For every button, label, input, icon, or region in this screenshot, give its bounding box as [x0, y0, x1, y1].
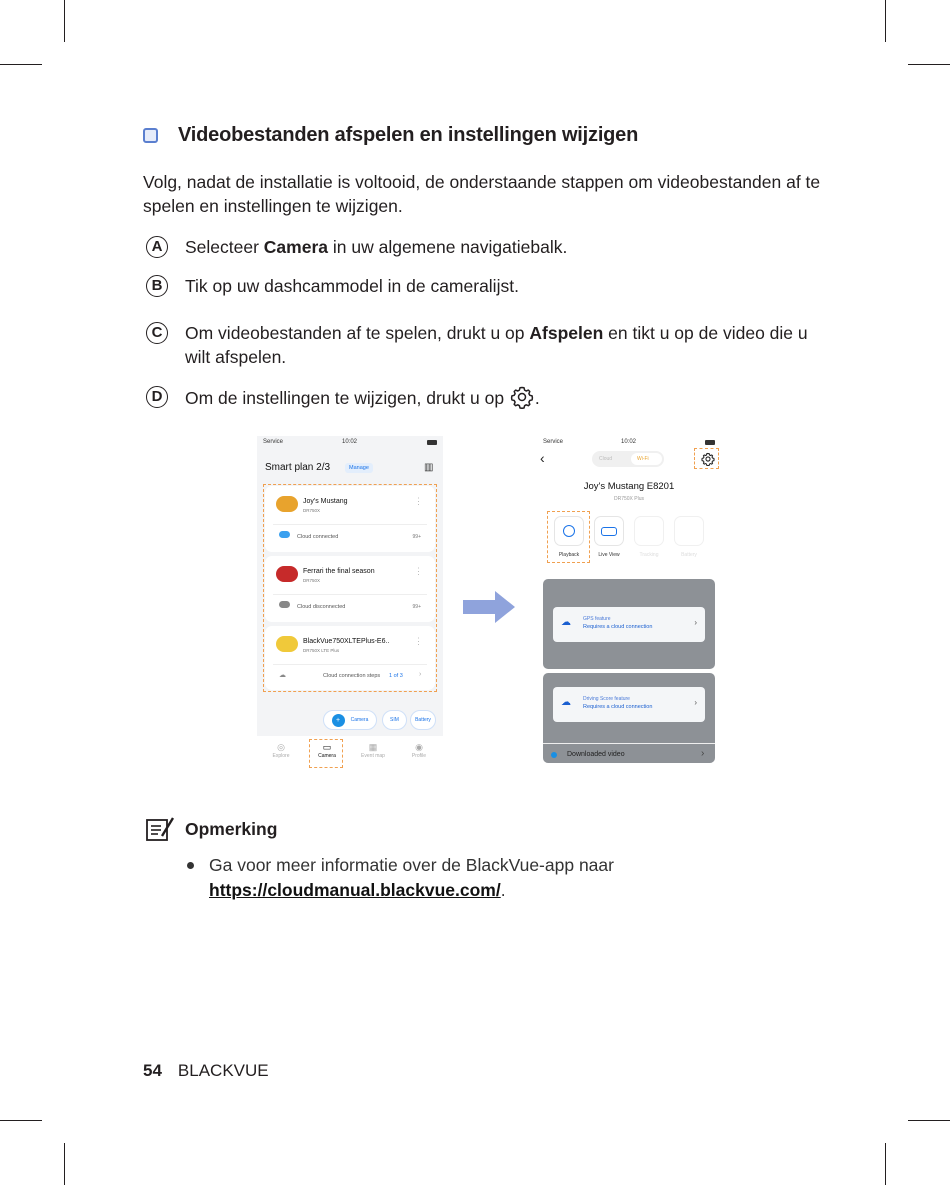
tab-label: Explore — [272, 753, 290, 759]
step-bold: Afspelen — [529, 323, 604, 343]
chevron-right-icon: › — [701, 748, 705, 759]
video-icon — [551, 752, 557, 758]
note-icon — [145, 816, 175, 842]
status-carrier: Service — [543, 439, 564, 445]
step-text: Om de instellingen te wijzigen, drukt u op — [185, 388, 509, 408]
camera-name: Joy's Mustang — [303, 498, 348, 505]
note-text: Ga voor meer informatie over de BlackVue-app naar — [209, 855, 614, 875]
step-a — [146, 235, 826, 259]
step-b — [146, 274, 826, 298]
feature-title: Driving Score feature — [583, 696, 630, 702]
note-heading — [145, 816, 277, 842]
battery-icon — [427, 440, 437, 445]
plan-title: Smart plan 2/3 — [265, 462, 331, 473]
page-number: 54 — [143, 1061, 162, 1080]
gps-feature-panel — [543, 579, 715, 669]
map-pin-icon: ▦ — [368, 742, 378, 752]
live-view-button[interactable] — [594, 516, 624, 546]
crop-mark — [64, 1143, 65, 1185]
section-title: Videobestanden afspelen en instellingen wijzigen — [178, 124, 639, 146]
section-heading — [143, 124, 843, 147]
pill-label: Camera — [350, 717, 369, 723]
camera-name: Ferrari the final season — [303, 568, 375, 575]
tab-label: Event map — [361, 753, 385, 759]
tab-explore[interactable] — [261, 742, 301, 759]
note-bullet — [187, 853, 787, 903]
profile-icon: ◉ — [415, 742, 423, 752]
page-footer — [143, 1061, 269, 1081]
tracking-label: Tracking — [639, 552, 659, 558]
cloud-off-icon: ☁ — [561, 697, 571, 708]
arrow-right-icon — [463, 591, 515, 623]
tab-label: Profile — [411, 753, 427, 759]
feature-subtitle: Requires a cloud connection — [583, 704, 653, 710]
battery-icon — [705, 440, 715, 445]
highlight-playback — [547, 511, 590, 563]
status-time: 10:02 — [342, 439, 358, 445]
highlight-settings — [694, 448, 719, 469]
device-name: Joy's Mustang E8201 — [583, 481, 675, 492]
brand-name: BLACKVUE — [177, 1061, 269, 1080]
sim-pill[interactable]: SIM — [382, 710, 407, 730]
camera-pill[interactable] — [323, 710, 377, 730]
crop-mark — [885, 1143, 886, 1185]
cloud-off-icon: ☁ — [279, 672, 286, 679]
downloaded-label: Downloaded video — [567, 751, 625, 758]
crop-mark — [64, 0, 65, 42]
chevron-right-icon: › — [694, 618, 697, 627]
device-model: DR750X Plus — [613, 496, 644, 502]
tab-label: Camera — [318, 753, 336, 759]
checkbox-icon — [143, 128, 158, 143]
crop-mark — [885, 0, 886, 42]
more-icon[interactable]: ⋮ — [414, 566, 423, 576]
steps-progress: 1 of 3 — [389, 673, 403, 679]
cloud-status: Cloud connection steps — [323, 673, 381, 679]
step-d — [146, 385, 826, 410]
playback-label: Playback — [558, 552, 580, 558]
live-view-icon — [601, 527, 617, 536]
phone-screenshot-camera-detail — [537, 436, 721, 768]
notification-count: 99+ — [412, 604, 421, 610]
cloud-status: Cloud connected — [297, 534, 339, 540]
mode-cloud[interactable]: Cloud — [599, 456, 613, 462]
step-text: Selecteer — [185, 237, 264, 257]
cloud-status: Cloud disconnected — [297, 604, 346, 610]
battery-pill[interactable]: Battery — [410, 710, 436, 730]
highlight-camera-tab — [309, 739, 343, 768]
plus-icon: + — [332, 714, 345, 727]
note-title: Opmerking — [185, 818, 278, 839]
gear-icon — [510, 385, 534, 409]
step-c — [146, 321, 826, 369]
more-icon[interactable]: ⋮ — [414, 636, 423, 646]
notification-count: 99+ — [412, 534, 421, 540]
driving-score-card[interactable] — [553, 687, 705, 722]
phone-screenshot-camera-list — [257, 436, 443, 768]
step-bold: Camera — [263, 237, 329, 257]
compass-icon: ◎ — [277, 742, 285, 752]
note-end: . — [500, 880, 506, 900]
bottom-navigation — [257, 736, 443, 768]
cloud-off-icon: ☁ — [561, 617, 571, 628]
chevron-right-icon: › — [694, 698, 697, 707]
mode-wifi[interactable]: Wi-Fi — [637, 456, 649, 462]
camera-icon: ▭ — [322, 742, 332, 752]
back-icon[interactable]: ‹ — [540, 450, 545, 466]
more-icon[interactable]: ⋮ — [414, 496, 423, 506]
battery-button[interactable] — [674, 516, 704, 546]
intro-paragraph: Volg, nadat de installatie is voltooid, de onderstaande stappen om videobestanden af te spelen en instellingen te wijzigen. — [143, 172, 821, 216]
feature-title: GPS feature — [583, 616, 611, 622]
crop-mark — [908, 1120, 950, 1121]
live-view-label: Live View — [598, 552, 620, 558]
step-text: . — [534, 388, 540, 408]
step-letter: C — [146, 322, 168, 344]
step-text: en tikt u op de video die u wilt afspelen. — [185, 323, 808, 367]
camera-model: DR750X — [303, 508, 321, 513]
step-text: Tik op uw dashcammodel in de cameralijst. — [185, 276, 519, 296]
step-letter: B — [146, 275, 168, 297]
battery-label: Battery — [681, 552, 697, 558]
tracking-button[interactable] — [634, 516, 664, 546]
crop-mark — [908, 64, 950, 65]
step-text: in uw algemene navigatiebalk. — [328, 237, 568, 257]
status-time: 10:02 — [621, 439, 637, 445]
status-carrier: Service — [263, 439, 284, 445]
manual-link[interactable]: https://cloudmanual.blackvue.com/ — [209, 880, 501, 900]
downloaded-video-row[interactable] — [543, 743, 715, 768]
camera-model: DR750X LTE Plus — [303, 648, 340, 653]
crop-mark — [0, 1120, 42, 1121]
tab-event-map[interactable] — [353, 742, 393, 759]
chevron-right-icon: › — [419, 671, 422, 678]
map-icon[interactable]: ▥ — [424, 462, 434, 473]
step-letter: A — [146, 236, 168, 258]
step-text: Om videobestanden af te spelen, drukt u op — [185, 323, 530, 343]
camera-model: DR750X — [303, 578, 321, 583]
step-letter: D — [146, 386, 168, 408]
bullet-dot — [187, 862, 194, 869]
feature-subtitle: Requires a cloud connection — [583, 624, 653, 630]
highlight-camera-list — [263, 484, 437, 692]
gps-feature-card[interactable] — [553, 607, 705, 642]
tab-profile[interactable] — [399, 742, 439, 759]
crop-mark — [0, 64, 42, 65]
manage-button[interactable]: Manage — [345, 463, 373, 473]
camera-name: BlackVue750XLTEPlus-E6.. — [303, 638, 390, 645]
